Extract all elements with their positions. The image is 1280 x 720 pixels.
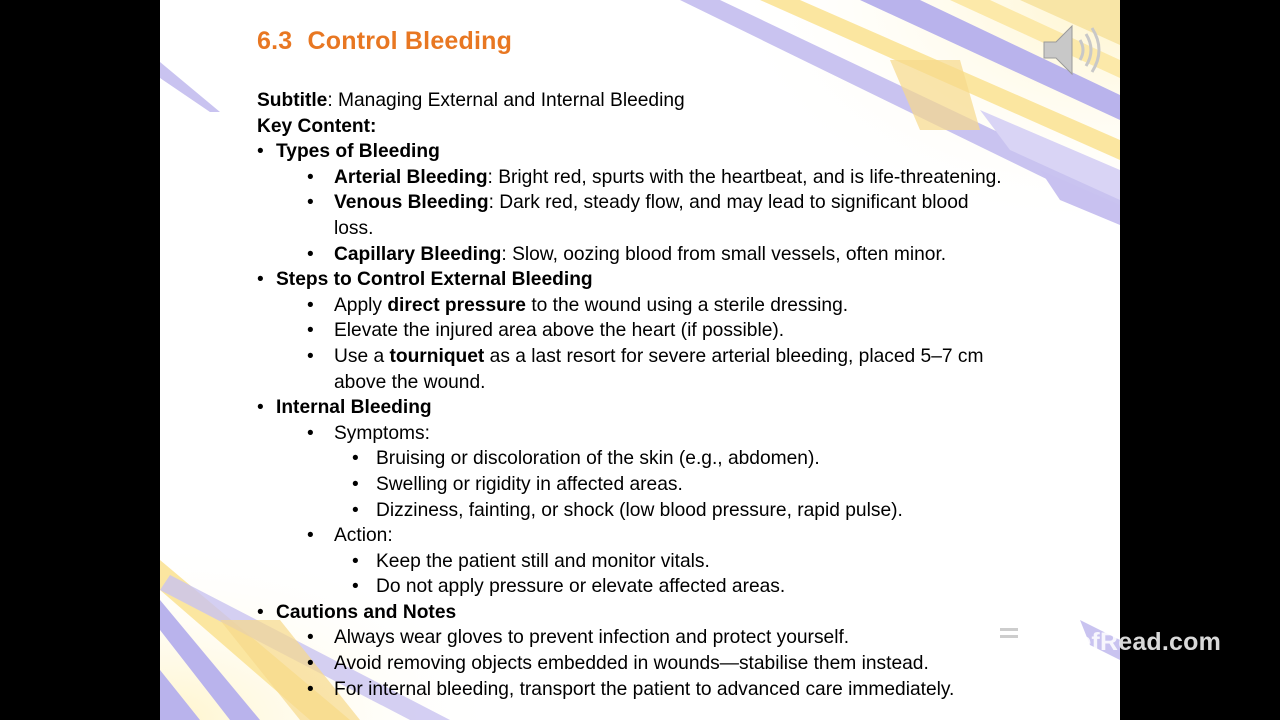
bullet: • bbox=[307, 345, 314, 367]
list-item-caution: • Always wear gloves to prevent infection and protect yourself. bbox=[257, 625, 1107, 651]
bullet: • bbox=[352, 448, 359, 470]
list-item-elevate: • Elevate the injured area above the heart (if possible). bbox=[257, 318, 1107, 344]
slide-body bbox=[257, 88, 1107, 702]
bullet: • bbox=[307, 627, 314, 649]
title-text: Control Bleeding bbox=[307, 27, 513, 55]
bullet: • bbox=[307, 422, 314, 444]
list-item-capillary: • Capillary Bleeding: Slow, oozing blood from small vessels, often minor. bbox=[257, 242, 1107, 268]
bullet: • bbox=[257, 397, 264, 419]
list-item-venous-continued: loss. bbox=[334, 217, 374, 239]
list-item-arterial: • Arterial Bleeding: Bright red, spurts with the heartbeat, and is life-threatening. bbox=[257, 165, 1107, 191]
list-item-caution: • For internal bleeding, transport the patient to advanced care immediately. bbox=[257, 677, 1107, 703]
section-heading-external: • Steps to Control External Bleeding bbox=[257, 267, 1107, 293]
list-item-symptom: • Bruising or discoloration of the skin (e.g., abdomen). bbox=[257, 446, 1107, 472]
list-item-symptom: • Dizziness, fainting, or shock (low blood pressure, rapid pulse). bbox=[257, 498, 1107, 524]
bullet: • bbox=[307, 166, 314, 188]
list-item-direct-pressure: • Apply direct pressure to the wound using a sterile dressing. bbox=[257, 293, 1107, 319]
document-check-icon bbox=[990, 618, 1036, 666]
bullet: • bbox=[307, 678, 314, 700]
bullet: • bbox=[307, 294, 314, 316]
watermark bbox=[990, 618, 1250, 666]
bullet: • bbox=[352, 550, 359, 572]
bullet: • bbox=[307, 525, 314, 547]
bullet: • bbox=[307, 243, 314, 265]
subtitle-line bbox=[257, 88, 1107, 114]
bullet: • bbox=[307, 320, 314, 342]
key-content-label: Key Content: bbox=[257, 115, 377, 137]
list-item-symptom: • Swelling or rigidity in affected areas. bbox=[257, 472, 1107, 498]
bullet: • bbox=[257, 269, 264, 291]
list-item-action: • Action: bbox=[257, 523, 1107, 549]
bullet: • bbox=[352, 499, 359, 521]
bullet: • bbox=[352, 576, 359, 598]
bullet: • bbox=[307, 192, 314, 214]
bullet: • bbox=[257, 141, 264, 163]
section-heading-cautions: • Cautions and Notes bbox=[257, 600, 1107, 626]
list-item-tourniquet-continued: above the wound. bbox=[334, 371, 486, 393]
list-item-action-step: • Do not apply pressure or elevate affected areas. bbox=[257, 574, 1107, 600]
bullet: • bbox=[307, 653, 314, 675]
list-item-caution: • Avoid removing objects embedded in wounds—stabilise them instead. bbox=[257, 651, 1107, 677]
bullet: • bbox=[257, 601, 264, 623]
list-item-action-step: • Keep the patient still and monitor vitals. bbox=[257, 549, 1107, 575]
section-heading-types: • Types of Bleeding bbox=[257, 139, 1107, 165]
speaker-icon[interactable] bbox=[1040, 18, 1110, 82]
list-item-symptoms: • Symptoms: bbox=[257, 421, 1107, 447]
section-heading-internal: • Internal Bleeding bbox=[257, 395, 1107, 421]
list-item-tourniquet: • Use a tourniquet as a last resort for severe arterial bleeding, placed 5–7 cm bbox=[257, 344, 1107, 370]
title-number: 6.3 bbox=[257, 27, 293, 55]
watermark-text: BriefRead.com bbox=[1042, 628, 1222, 656]
subtitle-label: Subtitle bbox=[257, 90, 328, 111]
slide bbox=[160, 0, 1120, 720]
bullet: • bbox=[352, 473, 359, 495]
list-item-venous: • Venous Bleeding: Dark red, steady flow, and may lead to significant blood bbox=[257, 190, 1107, 216]
subtitle-text: : Managing External and Internal Bleeding bbox=[327, 90, 685, 111]
slide-title bbox=[257, 27, 512, 56]
